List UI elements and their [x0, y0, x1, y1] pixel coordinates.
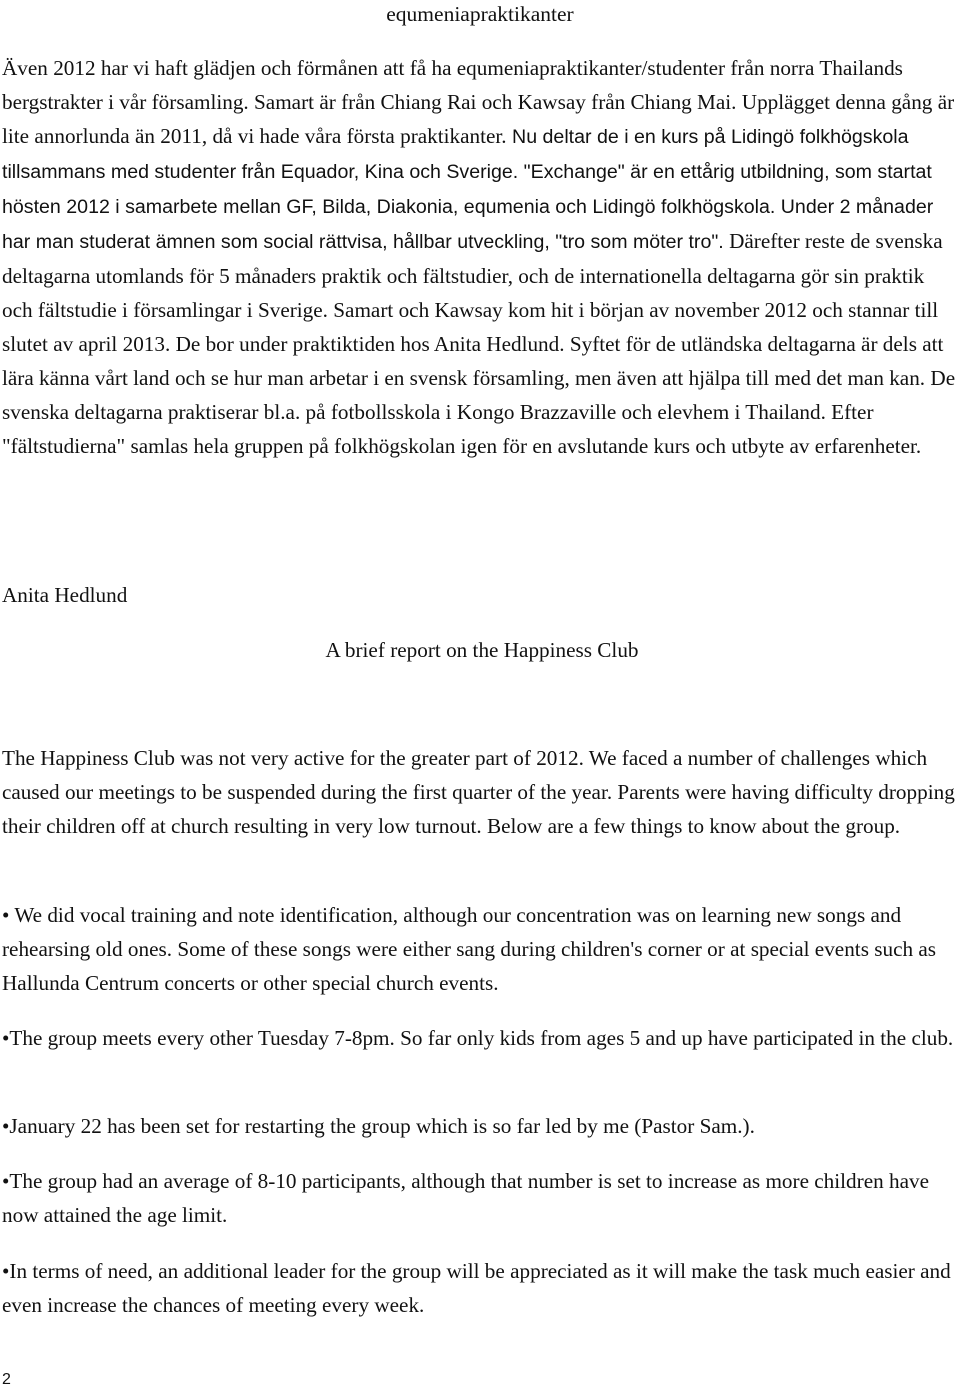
bullet-item: •January 22 has been set for restarting the group which is so far led by me (Pastor Sam.). [2, 1114, 755, 1138]
bullet-item: •The group meets every other Tuesday 7-8pm. So far only kids from ages 5 and up have participated in the club. [2, 1026, 954, 1050]
swedish-paragraph [2, 51, 958, 463]
bullet-item: • We did vocal training and note identification, although our concentration was on learning new songs and rehearsing old ones. Some of these songs were either sang during children's corner or at special events such as Hallunda Centrum concerts or other special church events. [2, 903, 937, 995]
swedish-paragraph-part-3: Därefter reste de svenska deltagarna utomlands för 5 månaders praktik och fältstudier, och de internationella deltagarna gör sin praktik och fältstudie i församlingar i Sverige. Samart och Kawsay kom hit i början av november 2012 och stannar till slutet av april 2013. De bor under praktiktiden hos Anita Hedlund. Syftet för de utländska deltagarna är dels att lära känna vårt land och se hur man arbetar i en svensk församling, men även att hjälpa till med det man kan. De svenska deltagarna praktiserar bl.a. på fotbollsskola i Kongo Brazzaville och elevhem i Thailand. Efter "fältstudierna" samlas hela gruppen på folkhögskolan igen för en avslutande kurs och utbyte av erfarenheter. [2, 229, 956, 458]
section-heading: equmeniapraktikanter [386, 2, 574, 26]
swedish-paragraph-part-2: Nu deltar de i en kurs på Lidingö folkhögskola tillsammans med studenter från Equador, Kina och Sverige. "Exchange" är en ettårig utbildning, som startat hösten 2012 i samarbete mellan GF, Bilda, Diakonia, equmenia och Lidingö folkhögskola. Under 2 månader har man studerat ämnen som social rättvisa, hållbar utveckling, "tro som möter tro". [2, 126, 934, 253]
report-title: A brief report on the Happiness Club [325, 638, 639, 662]
page-number: 2 [2, 1371, 11, 1388]
bullet-item: •The group had an average of 8-10 participants, although that number is set to increase as more children have now attained the age limit. [2, 1169, 929, 1227]
bullet-item: •In terms of need, an additional leader for the group will be appreciated as it will make the task much easier and even increase the chances of meeting every week. [2, 1259, 951, 1317]
swedish-paragraph-part-1: Även 2012 har vi haft glädjen och förmånen att få ha equmeniapraktikanter/studenter från norra Thailands bergstrakter i vår församling. Samart är från Chiang Rai och Kawsay från Chiang Mai. Upplägget denna gång är lite annorlunda än 2011, då vi hade våra första praktikanter. [2, 56, 955, 148]
author-signature: Anita Hedlund [2, 583, 128, 607]
english-paragraph: The Happiness Club was not very active for the greater part of 2012. We faced a number of challenges which caused our meetings to be suspended during the first quarter of the year. Parents were having difficulty dropping their children off at church resulting in very low turnout. Below are a few things to know about the group. [2, 746, 955, 838]
